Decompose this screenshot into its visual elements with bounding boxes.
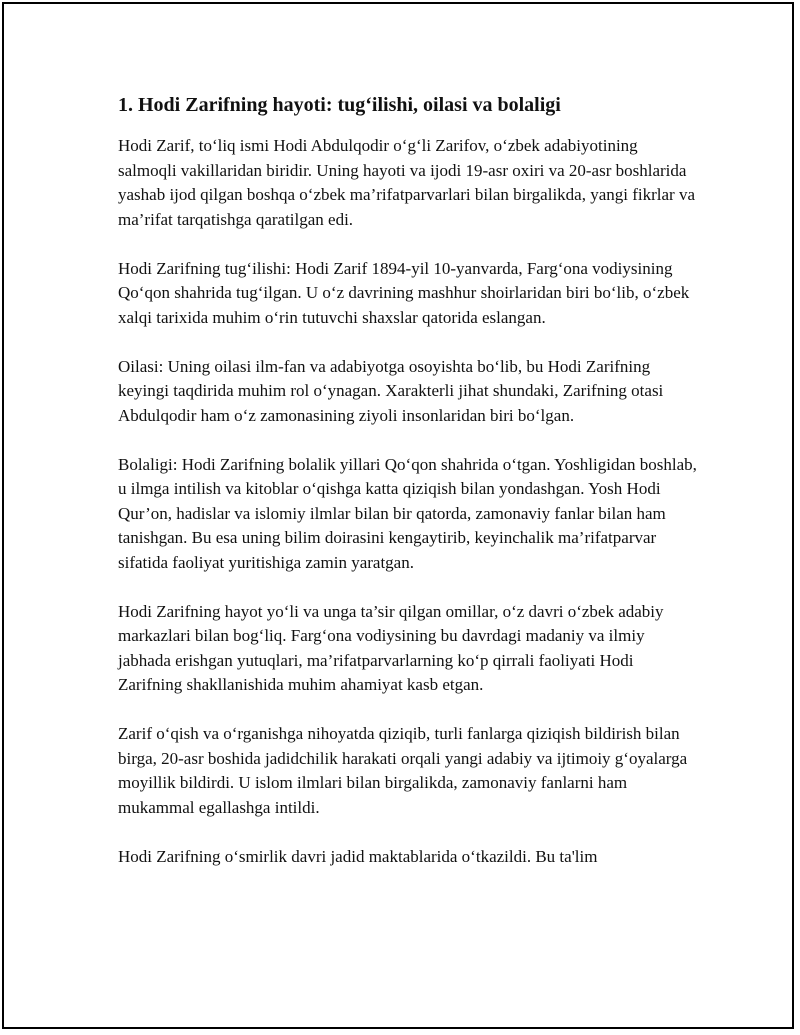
paragraph-childhood: Bolaligi: Hodi Zarifning bolalik yillari Qo‘qon shahrida o‘tgan. Yoshligidan boshlab, u ilmga intilish va kitoblar o‘qishga katta qiziqish bilan yondashgan. Yosh Hodi Qur’on, hadislar va islomiy ilmlar bilan bir qatorda, zamonaviy fanlar bilan ham tanishgan. Bu esa uning bilim doirasini kengaytirib, keyinchalik ma’rifatparvar sifatida faoliyat yuritishiga zamin yaratgan. xyxy=(118,454,697,572)
section-title: 1. Hodi Zarifning hayoti: tug‘ilishi, oilasi va bolaligi xyxy=(118,94,561,116)
paragraph-influences: Hodi Zarifning hayot yo‘li va unga ta’sir qilgan omillar, o‘z davri o‘zbek adabiy markazlari bilan bog‘liq. Farg‘ona vodiysining bu davrdagi madaniy va ilmiy jabhada erishgan yutuqlari, ma’rifatparvarlarning ko‘p qirrali faoliyati Hodi Zarifning shakllanishida muhim ahamiyat kasb etgan. xyxy=(118,601,664,694)
document-body xyxy=(118,92,698,894)
paragraph-intro: Hodi Zarif, to‘liq ismi Hodi Abdulqodir o‘g‘li Zarifov, o‘zbek adabiyotining salmoqli vakillaridan biridir. Uning hayoti va ijodi 19-asr oxiri va 20-asr boshlarida yashab ijod qilgan boshqa o‘zbek ma’rifatparvarlari bilan birgalikda, yangi fikrlar va ma’rifat tarqatishga qaratilgan edi. xyxy=(118,136,696,229)
paragraph-birth: Hodi Zarifning tug‘ilishi: Hodi Zarif 1894-yil 10-yanvarda, Farg‘ona vodiysining Qo‘qon shahrida tug‘ilgan. U o‘z davrining mashhur shoirlaridan biri bo‘lib, o‘zbek xalqi tarixida muhim o‘rin tutuvchi shaxslar qatorida eslangan. xyxy=(118,258,690,327)
paragraph-adolescence: Hodi Zarifning o‘smirlik davri jadid maktablarida o‘tkazildi. Bu ta'lim xyxy=(118,846,598,866)
paragraph-family: Oilasi: Uning oilasi ilm-fan va adabiyotga osoyishta bo‘lib, bu Hodi Zarifning keyingi taqdirida muhim rol o‘ynagan. Xarakterli jihat shundaki, Zarifning otasi Abdulqodir ham o‘z zamonasining ziyoli insonlaridan biri bo‘lgan. xyxy=(118,356,664,425)
paragraph-education: Zarif o‘qish va o‘rganishga nihoyatda qiziqib, turli fanlarga qiziqish bildirish bilan birga, 20-asr boshida jadidchilik harakati orqali yangi adabiy va ijtimoiy g‘oyalarga moyillik bildirdi. U islom ilmlari bilan birgalikda, zamonaviy fanlarni ham mukammal egallashga intildi. xyxy=(118,724,688,817)
